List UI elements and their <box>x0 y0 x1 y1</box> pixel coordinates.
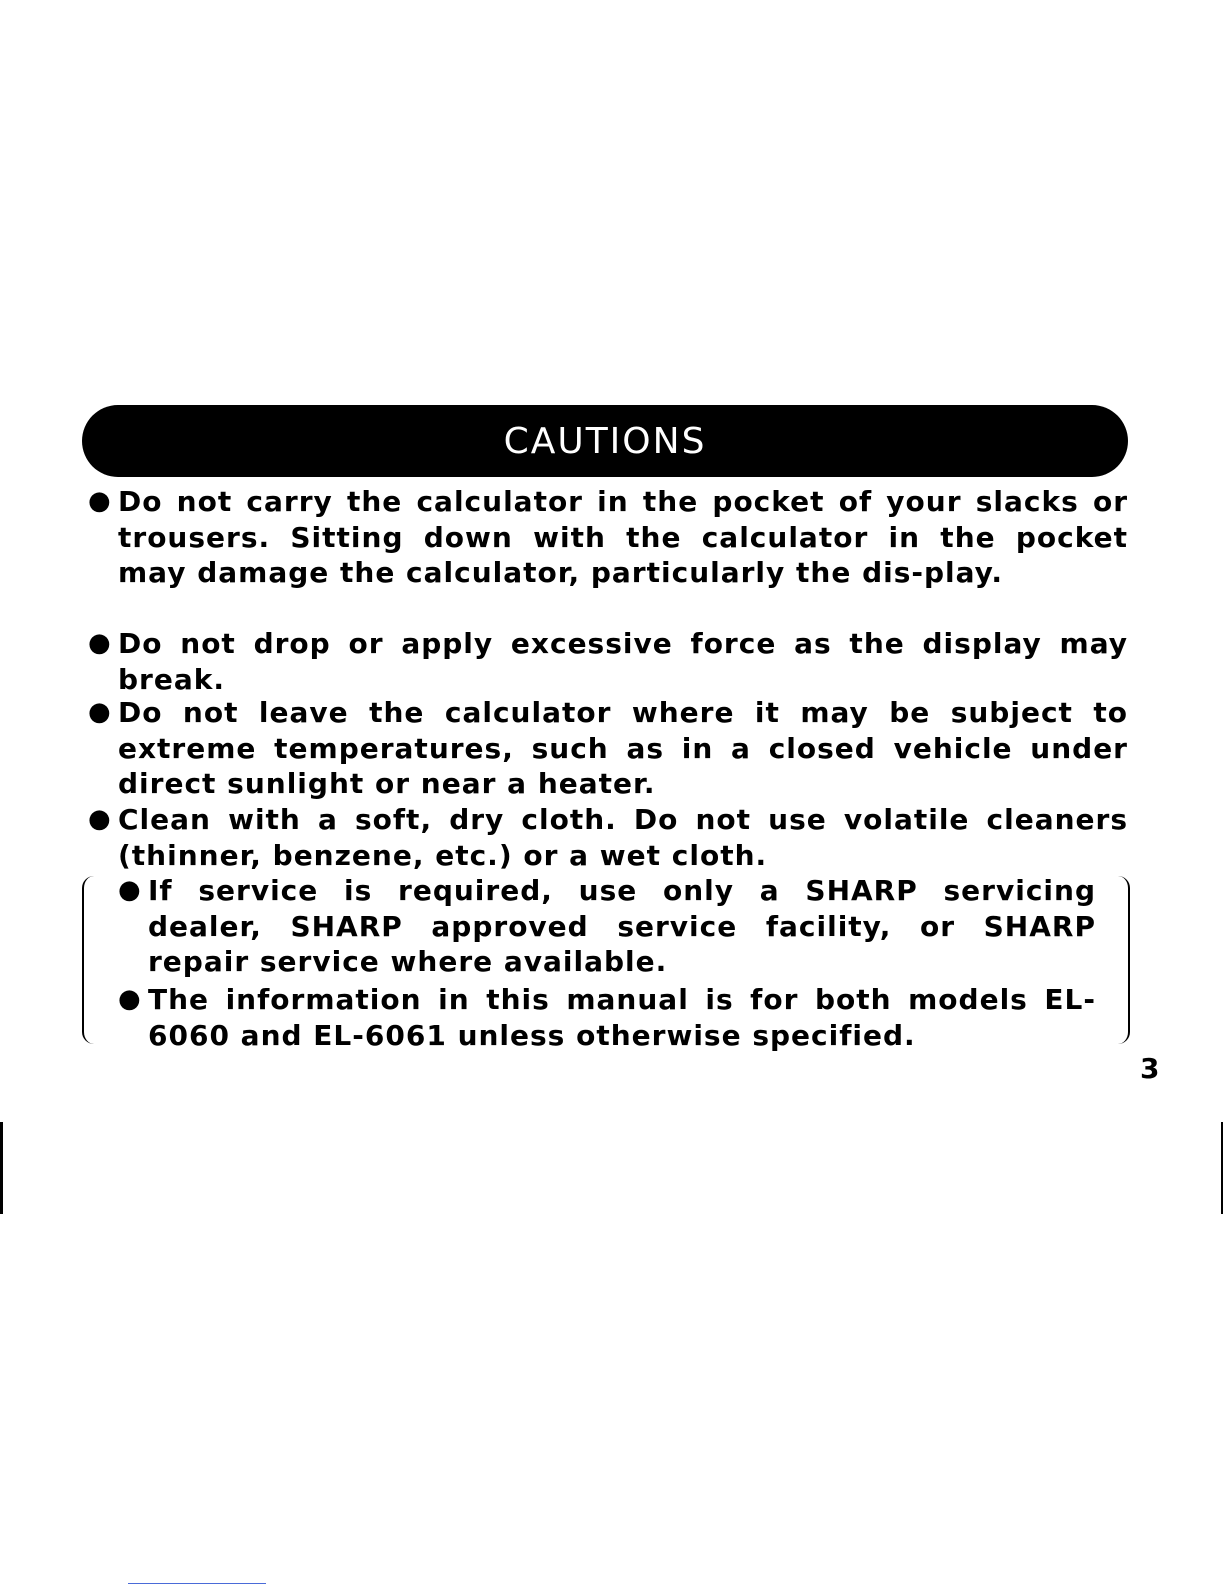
caution-item-clean <box>88 802 1128 873</box>
page-title: CAUTIONS <box>503 420 707 462</box>
bullet-icon: ● <box>118 984 142 1014</box>
note-text: If service is required, use only a SHARP servicing dealer, SHARP approved service facility, or SHARP repair service where available. <box>148 874 1096 978</box>
scan-edge-left <box>0 1122 3 1214</box>
bullet-icon: ● <box>88 628 112 658</box>
note-bracket-left <box>82 876 98 1044</box>
bullet-icon: ● <box>88 804 112 834</box>
caution-item-drop <box>88 626 1128 697</box>
bullet-icon: ● <box>118 875 142 905</box>
cautions-header <box>82 405 1128 477</box>
note-text: The information in this manual is for both models EL-6060 and EL-6061 unless otherwise specified. <box>148 983 1096 1052</box>
caution-item-temperature <box>88 695 1128 802</box>
page-number: 3 <box>1140 1052 1160 1085</box>
caution-text: Do not leave the calculator where it may be subject to extreme temperatures, such as in a closed vehicle under direct sunlight or near a heater. <box>118 696 1128 800</box>
bullet-icon: ● <box>88 486 112 516</box>
caution-text: Clean with a soft, dry cloth. Do not use volatile cleaners (thinner, benzene, etc.) or a wet cloth. <box>118 803 1128 872</box>
caution-item-pocket <box>88 484 1128 591</box>
bullet-icon: ● <box>88 697 112 727</box>
note-item-service <box>118 873 1096 980</box>
caution-text: Do not drop or apply excessive force as the display may break. <box>118 627 1128 696</box>
caution-text: Do not carry the calculator in the pocket of your slacks or trousers. Sitting down with the calculator in the pocket may damage the calculator, particularly the dis-play. <box>118 485 1128 589</box>
scan-edge-right <box>1221 1122 1223 1214</box>
note-bracket-right <box>1114 876 1130 1044</box>
note-item-models <box>118 982 1096 1053</box>
scan-underline <box>128 1583 266 1584</box>
